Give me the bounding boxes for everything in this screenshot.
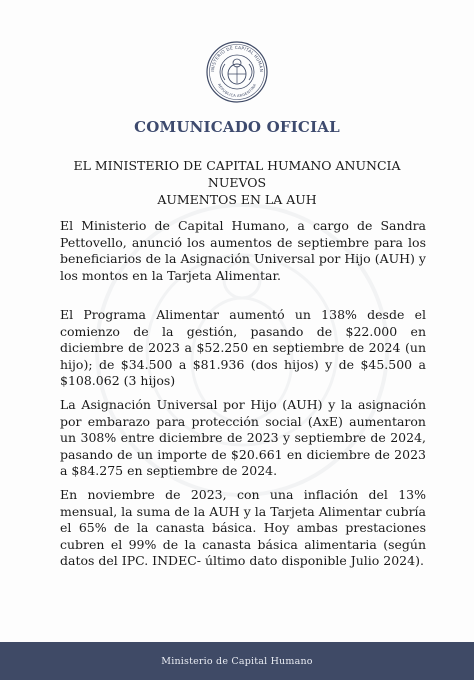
footer-bar (0, 642, 474, 680)
document-title: COMUNICADO OFICIAL (134, 118, 340, 136)
ministry-seal-icon (205, 40, 269, 104)
seal-bottom-text: REPUBLICA ARGENTINA (216, 83, 258, 99)
headline-line-2: AUMENTOS EN LA AUH (157, 192, 317, 207)
paragraph-auh: La Asignación Universal por Hijo (AUH) y la asignación por embarazo para protección social (AxE) aumentaron un 308% entre diciembre de 2023 y septiembre de 2024, pasando de un importe de $20.661 en diciembre de 2023 a $84.275 en septiembre de 2024. (60, 397, 426, 478)
paragraph-canasta: En noviembre de 2023, con una inflación del 13% mensual, la suma de la AUH y la Tarjeta Alimentar cubría el 65% de la canasta básica. Hoy ambas prestaciones cubren el 99% de la canasta básica alimentaria (según datos del IPC. INDEC- último dato disponible Julio 2024). (60, 487, 426, 568)
paragraph-intro: El Ministerio de Capital Humano, a cargo de Sandra Pettovello, anunció los aumentos de septiembre para los beneficiarios de la Asignación Universal por Hijo (AUH) y los montos en la Tarjeta Alimentar. (60, 218, 426, 283)
paragraph-programa-alimentar: El Programa Alimentar aumentó un 138% desde el comienzo de la gestión, pasando de $22.000 en diciembre de 2023 a $52.250 en septiembre de 2024 (un hijo); de $34.500 a $81.936 (dos hijos) y de $45.500 a $108.062 (3 hijos) (60, 307, 426, 388)
headline (70, 157, 404, 208)
seal-top-text: INISTERIO DE CAPITAL HUMAN (209, 44, 265, 73)
headline-line-1: EL MINISTERIO DE CAPITAL HUMANO ANUNCIA NUEVOS (73, 158, 401, 190)
footer-text: Ministerio de Capital Humano (161, 655, 313, 667)
